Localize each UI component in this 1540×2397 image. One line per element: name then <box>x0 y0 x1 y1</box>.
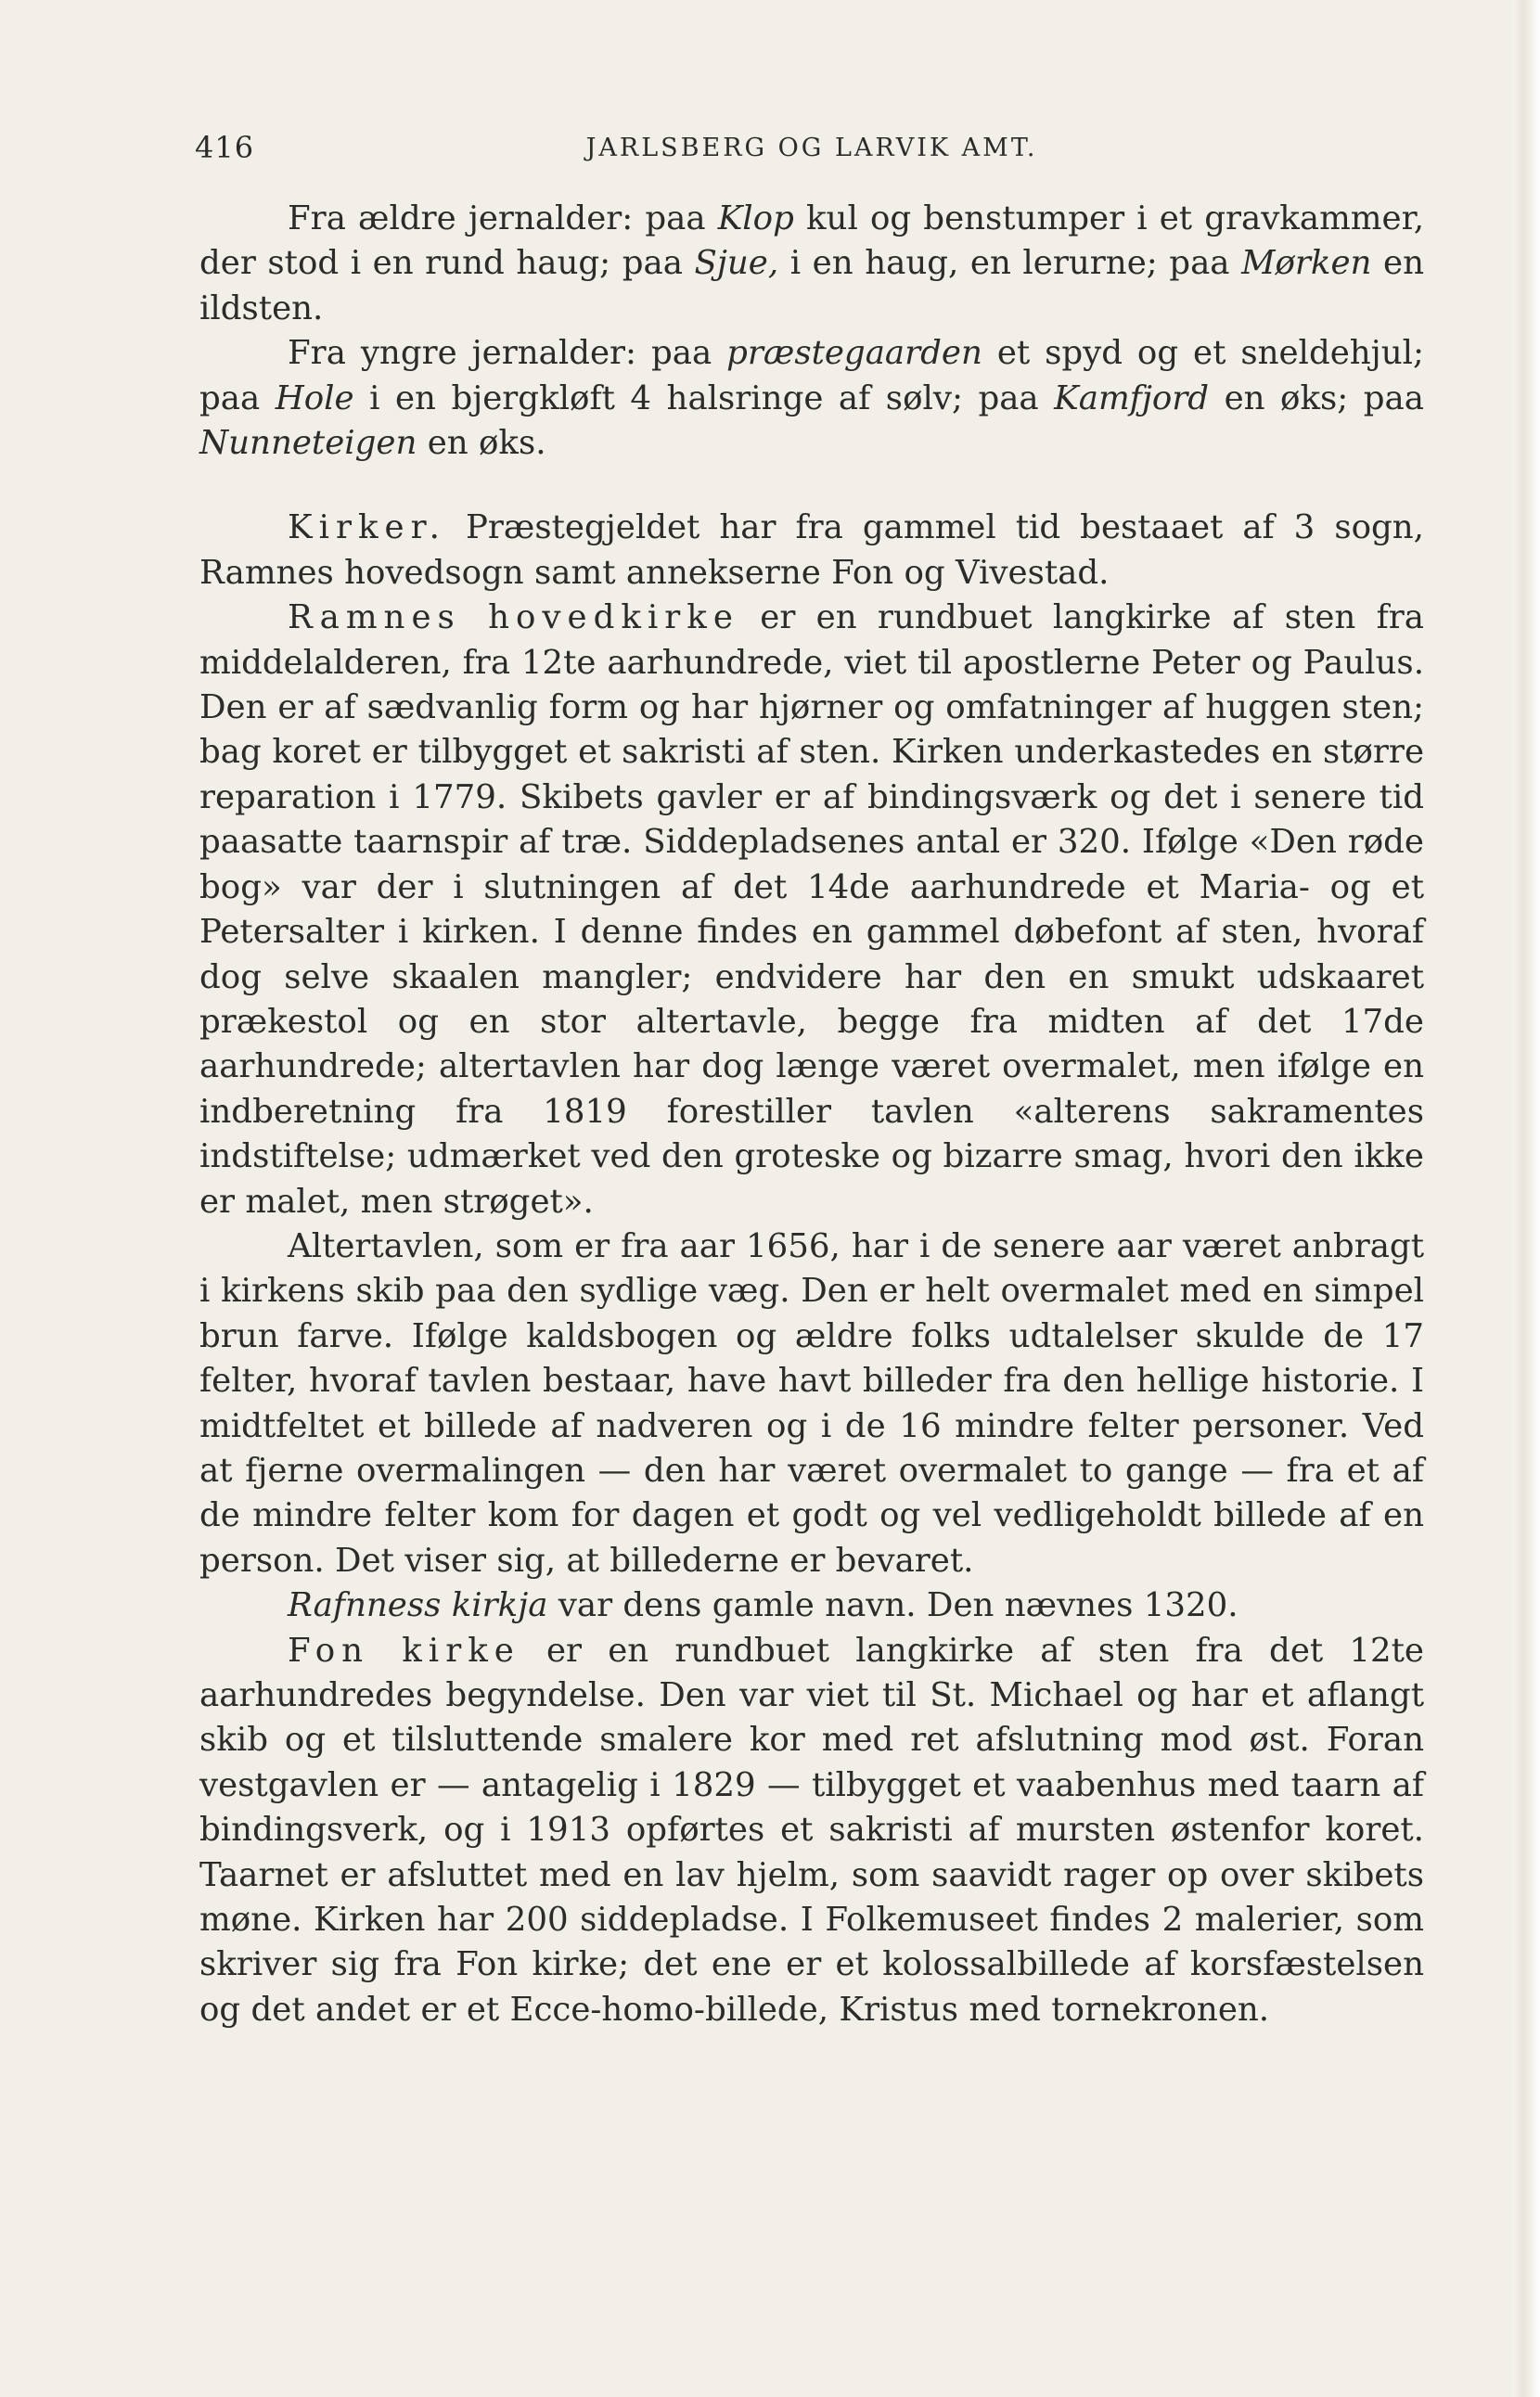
italic-name: Mørken <box>1241 244 1372 283</box>
running-title: JARLSBERG OG LARVIK AMT. <box>585 134 1038 162</box>
spaced-heading: Fon kirke <box>288 1631 520 1670</box>
page-body <box>199 197 1424 2032</box>
text-run: i en bjergkløft 4 halsringe af sølv; paa <box>353 378 1055 417</box>
text-run: Præstegjeldet har fra gammel tid bestaaet af 3 sogn, Ramnes hovedsogn samt annekserne Fon og Vivestad. <box>199 508 1424 592</box>
text-run: var dens gamle navn. Den nævnes 1320. <box>547 1586 1238 1625</box>
italic-name: Nunneteigen <box>199 424 417 463</box>
page-number: 416 <box>195 130 255 165</box>
text-run: en øks; paa <box>1209 378 1424 417</box>
page-edge <box>1512 0 1540 2397</box>
paragraph-kirker <box>199 506 1424 596</box>
paragraph-fon-kirke <box>199 1629 1424 2033</box>
text-run: i en haug, en lerurne; paa <box>778 244 1242 283</box>
paragraph-rafnness <box>199 1583 1424 1628</box>
text-run: er en rundbuet langkirke af sten fra det 12te aarhundredes begyndelse. Den var viet til St. Michael og har et aflangt skib og et tilsluttende smalere kor med ret afslutning mod øst. Foran vestgavlen er — antagelig i 1829 — tilbygget et vaabenhus med taarn af bindingsverk, og i 1913 opførtes et sakristi af mursten østenfor koret. Taarnet er afsluttet med en lav hjelm, som saavidt rager op over skibets møne. Kirken har 200 siddepladse. I Folkemuseet findes 2 malerier, som skriver sig fra Fon kirke; det ene er et kolossalbillede af korsfæstelsen og det andet er et Ecce-homo-billede, Kristus med tornekronen. <box>199 1631 1424 2029</box>
text-run: Fra yngre jernalder: paa <box>288 334 727 373</box>
text-run: en ildsten. <box>199 244 1425 327</box>
spaced-heading: Kirker. <box>288 508 446 547</box>
text-run: kul og benstumper i et gravkammer, der stod i en rund haug; paa <box>199 199 1424 283</box>
text-run: et spyd og et sneldehjul; paa <box>199 334 1424 417</box>
text-run: en øks. <box>417 424 546 463</box>
italic-name: Klop <box>717 199 794 237</box>
paragraph-ramnes-hovedkirke <box>199 596 1424 1224</box>
italic-name: Hole <box>275 378 354 417</box>
paragraph-altertavlen <box>199 1224 1424 1583</box>
italic-name: præstegaarden <box>726 334 982 373</box>
paragraph-yngre-jernalder <box>199 331 1424 466</box>
italic-name: Sjue, <box>694 244 779 283</box>
text-run: er en rundbuet langkirke af sten fra middelalderen, fra 12te aarhundrede, viet til apostlerne Peter og Paulus. Den er af sædvanlig form og har hjørner og omfatninger af huggen sten; bag koret er tilbygget et sakristi af sten. Kirken underkastedes en større reparation i 1779. Skibets gavler er af bindingsværk og det i senere tid paasatte taarnspir af træ. Siddepladsenes antal er 320. Ifølge «Den røde bog» var der i slutningen af det 14de aarhundrede et Maria- og et Petersalter i kirken. I denne findes en gammel døbefont af sten, hvoraf dog selve skaalen mangler; endvidere har den en smukt udskaaret prækestol og en stor altertavle, begge fra midten af det 17de aarhundrede; altertavlen har dog længe været overmalet, men ifølge en indberetning fra 1819 forestiller tavlen «alterens sakramentes indstiftelse; udmærket ved den groteske og bizarre smag, hvori den ikke er malet, men strøget». <box>199 598 1424 1221</box>
page-header <box>195 130 1429 176</box>
italic-name: Rafnness kirkja <box>288 1586 548 1625</box>
spaced-heading: Ramnes hovedkirke <box>288 598 739 637</box>
text-run: Altertavlen, som er fra aar 1656, har i de senere aar været anbragt i kirkens skib paa den sydlige væg. Den er helt overmalet med en simpel brun farve. Ifølge kaldsbogen og ældre folks udtalelser skulde de 17 felter, hvoraf tavlen bestaar, have havt billeder fra den hellige historie. I midtfeltet et billede af nadveren og i de 16 mindre felter personer. Ved at fjerne overmalingen — den har været overmalet to gange — fra et af de mindre felter kom for dagen et godt og vel vedligeholdt billede af en person. Det viser sig, at billederne er bevaret. <box>199 1226 1424 1580</box>
paragraph-aeldre-jernalder <box>199 197 1424 331</box>
text-run: Fra ældre jernalder: paa <box>288 199 718 237</box>
italic-name: Kamfjord <box>1054 378 1210 417</box>
